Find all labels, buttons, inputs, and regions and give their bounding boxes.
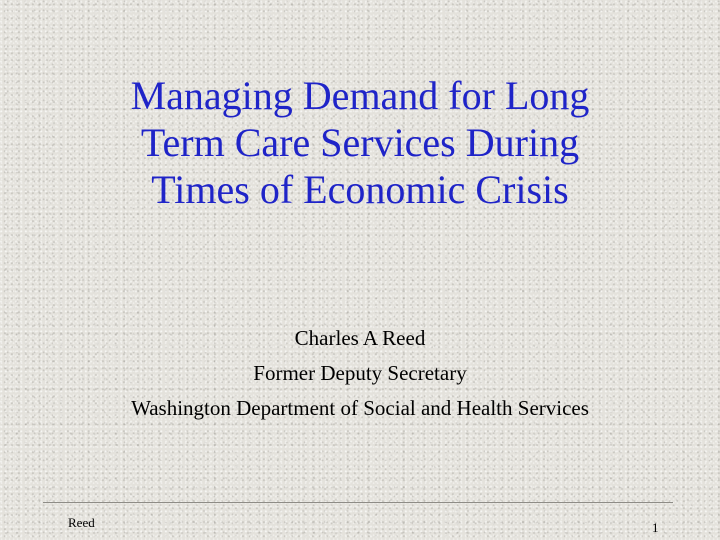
presenter-block [20,321,700,426]
presenter-organization: Washington Department of Social and Health Services [131,396,589,420]
page-number: 1 [652,520,659,535]
footer-divider [43,502,673,503]
slide-title [60,72,660,213]
presenter-role: Former Deputy Secretary [253,361,467,385]
title-line-2: Term Care Services During [140,120,580,165]
title-line-3: Times of Economic Crisis [151,167,569,212]
title-line-1: Managing Demand for Long [130,73,590,118]
footer-author: Reed [68,515,95,530]
presenter-name: Charles A Reed [294,326,426,350]
